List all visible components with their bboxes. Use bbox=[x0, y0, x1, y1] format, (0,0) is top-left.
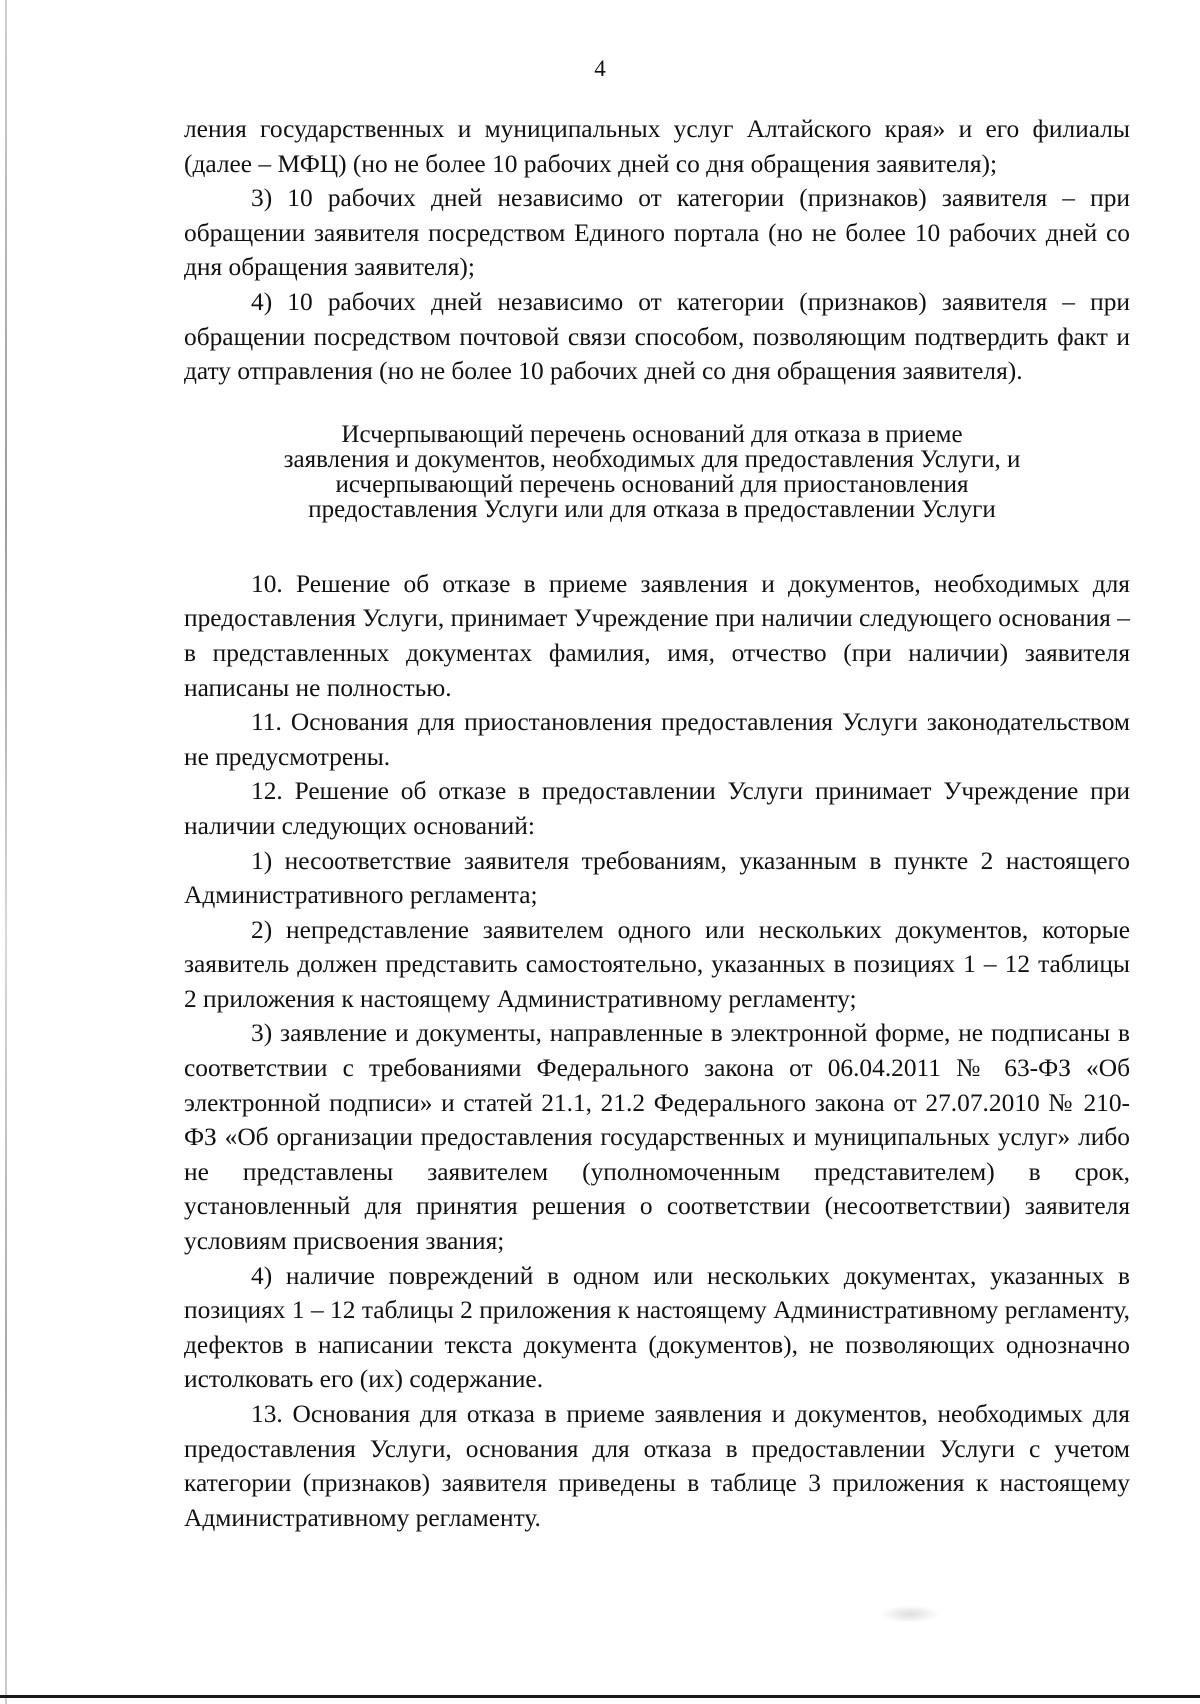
heading-line: предоставления Услуги или для отказа в предоставлении Услуги bbox=[308, 495, 996, 523]
paragraph-12-item-3: 3) заявление и документы, направленные в электронной форме, не подписаны в соответствии с требованиями Федерального закона от 06.04.2011 № 63-ФЗ «Об электронной подписи» и статей 21.1, 21.2 Федерального закона от 27.07.2010 № 210-ФЗ «Об организации предоставления государственных и муниципальных услуг» либо не представлены заявителем (уполномоченным представителем) в срок, установленный для принятия решения о соответствии (несоответствии) заявителя условиям присвоения звания; bbox=[184, 1019, 1130, 1256]
paragraph-item-4: 4) 10 рабочих дней независимо от категории (признаков) заявителя – при обращении посредством почтовой связи способом, позволяющим подтвердить факт и дату отправления (но не более 10 рабочих дней со дня обращения заявителя). bbox=[184, 287, 1130, 386]
scan-smudge bbox=[880, 1605, 940, 1623]
paragraph-continuation: ления государственных и муниципальных услуг Алтайского края» и его филиалы (далее – МФЦ) (но не более 10 рабочих дней со дня обращения заявителя); bbox=[184, 115, 1130, 178]
page-number: 4 bbox=[594, 56, 606, 81]
document-body bbox=[184, 112, 1130, 1535]
paragraph-12-item-1: 1) несоответствие заявителя требованиям, указанным в пункте 2 настоящего Административного регламента; bbox=[184, 846, 1130, 910]
paragraph-12-item-2: 2) непредставление заявителем одного или нескольких документов, которые заявитель должен представить самостоятельно, указанных в позициях 1 – 12 таблицы 2 приложения к настоящему Административному регламенту; bbox=[184, 915, 1130, 1013]
paragraph-12-item-4: 4) наличие повреждений в одном или нескольких документах, указанных в позициях 1 – 12 таблицы 2 приложения к настоящему Административному регламенту, дефектов в написании текста документа (документов), не позволяющих однозначно истолковать его (их) содержание. bbox=[184, 1261, 1130, 1394]
paragraph-item-3: 3) 10 рабочих дней независимо от категории (признаков) заявителя – при обращении заявителя посредством Единого портала (но не более 10 рабочих дней со дня обращения заявителя); bbox=[184, 184, 1130, 282]
paragraph-12: 12. Решение об отказе в предоставлении Услуги принимает Учреждение при наличии следующих оснований: bbox=[184, 777, 1130, 840]
heading-line: Исчерпывающий перечень оснований для отказа в приеме bbox=[341, 420, 963, 448]
paragraph-10: 10. Решение об отказе в приеме заявления и документов, необходимых для предоставления Услуги, принимает Учреждение при наличии следующего основания – в представленных документах фамилия, имя, отчество (при наличии) заявителя написаны не полностью. bbox=[184, 569, 1130, 702]
paragraph-13: 13. Основания для отказа в приеме заявления и документов, необходимых для предоставления Услуги, основания для отказа в предоставлении Услуги с учетом категории (признаков) заявителя приведены в таблице 3 приложения к настоящему Административному регламенту. bbox=[184, 1400, 1130, 1532]
section-heading bbox=[236, 422, 1068, 522]
scan-bottom-edge bbox=[0, 1695, 1200, 1698]
scan-left-edge bbox=[5, 0, 7, 1704]
heading-line: заявления и документов, необходимых для предоставления Услуги, и исчерпывающий перечень оснований для приостановления bbox=[283, 445, 1021, 498]
paragraph-11: 11. Основания для приостановления предоставления Услуги законодательством не предусмотрены. bbox=[184, 708, 1130, 771]
